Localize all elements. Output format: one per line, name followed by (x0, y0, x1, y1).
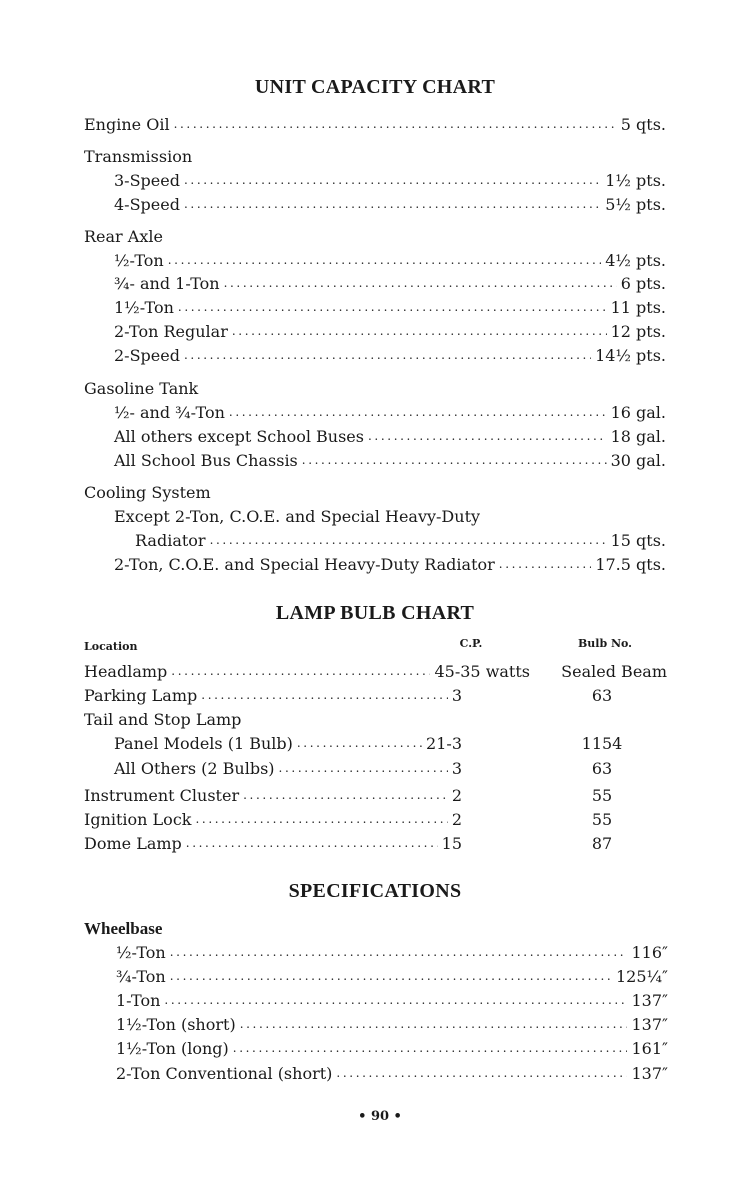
transmission-row (114, 194, 666, 216)
bulb-number: 63 (591, 686, 613, 705)
lamp-row (84, 785, 462, 807)
bulb-number: 87 (591, 834, 613, 853)
bulb-number: Sealed Beam (561, 662, 667, 681)
row-value: 45-35 watts (434, 662, 530, 681)
row-label: 2-Ton Regular (114, 322, 228, 341)
row-value: 6 pts. (620, 274, 666, 293)
tail-stop-heading: Tail and Stop Lamp (84, 710, 242, 729)
lamp-row (84, 809, 462, 831)
dot-leader (233, 1038, 628, 1060)
row-value: 11 pts. (610, 298, 666, 317)
row-label: All Others (2 Bulbs) (114, 759, 275, 778)
transmission-heading: Transmission (84, 147, 193, 166)
row-label: 2-Ton, C.O.E. and Special Heavy-Duty Radiator (114, 555, 495, 574)
row-label: All others except School Buses (114, 427, 364, 446)
row-value: 3 (451, 759, 462, 778)
dot-leader (224, 273, 617, 295)
col-header-location: Location (84, 640, 138, 653)
gasoline-tank-row (114, 450, 666, 472)
rear-axle-row (114, 345, 666, 367)
row-label: 1½-Ton (114, 298, 174, 317)
lamp-bulb-title: LAMP BULB CHART (275, 602, 475, 624)
row-value: 12 pts. (610, 322, 666, 341)
dot-leader (184, 194, 601, 216)
wheelbase-row (116, 990, 668, 1012)
dot-leader (186, 833, 438, 855)
row-label: Ignition Lock (84, 810, 192, 829)
row-value: 1½ pts. (605, 171, 666, 190)
row-value: 116″ (631, 943, 668, 962)
cooling-system-heading: Cooling System (84, 483, 211, 502)
row-label: ½-Ton (116, 943, 166, 962)
cooling-system-row (114, 554, 666, 576)
row-value: 21-3 (426, 734, 462, 753)
lamp-row (84, 833, 462, 855)
lamp-row (84, 685, 462, 707)
dot-leader (336, 1063, 627, 1085)
gasoline-tank-heading: Gasoline Tank (84, 379, 199, 398)
row-value: 15 qts. (610, 531, 666, 550)
row-label: 1-Ton (116, 991, 161, 1010)
gasoline-tank-row (114, 402, 666, 424)
bulb-number: 55 (591, 786, 613, 805)
row-label: Instrument Cluster (84, 786, 240, 805)
dot-leader (232, 321, 607, 343)
dot-leader (499, 554, 592, 576)
dot-leader (170, 942, 628, 964)
row-label: Headlamp (84, 662, 168, 681)
row-value: 4½ pts. (605, 251, 666, 270)
row-label: 4-Speed (114, 195, 180, 214)
unit-capacity-title: UNIT CAPACITY CHART (254, 76, 496, 98)
row-value: 2 (451, 810, 462, 829)
bulb-number: 55 (591, 810, 613, 829)
dot-leader (168, 250, 602, 272)
rear-axle-row (114, 250, 666, 272)
row-value: 125¼″ (615, 967, 668, 986)
row-value: 2 (451, 786, 462, 805)
wheelbase-row (116, 966, 668, 988)
row-value: 30 gal. (610, 451, 666, 470)
bulb-number: 63 (591, 759, 613, 778)
rear-axle-row (114, 321, 666, 343)
row-label: 2-Ton Conventional (short) (116, 1064, 333, 1083)
row-label: Radiator (135, 531, 206, 550)
dot-leader (174, 114, 617, 136)
dot-leader (229, 402, 607, 424)
lamp-row (114, 733, 462, 755)
engine-oil-row (84, 114, 666, 136)
dot-leader (279, 758, 448, 780)
dot-leader (302, 450, 607, 472)
gasoline-tank-row (114, 426, 666, 448)
row-value: 14½ pts. (595, 346, 666, 365)
row-label: Dome Lamp (84, 834, 182, 853)
cooling-system-row (135, 530, 666, 552)
row-label: 1½-Ton (short) (116, 1015, 236, 1034)
wheelbase-row (116, 1014, 668, 1036)
dot-leader (184, 345, 591, 367)
col-header-cp: C.P. (459, 637, 483, 650)
wheelbase-heading: Wheelbase (84, 919, 163, 938)
dot-leader (178, 297, 607, 319)
row-label: 2-Speed (114, 346, 180, 365)
row-value: 16 gal. (610, 403, 666, 422)
row-label: ¾- and 1-Ton (114, 274, 220, 293)
dot-leader (195, 809, 447, 831)
row-value: 17.5 qts. (595, 555, 666, 574)
dot-leader (171, 661, 430, 683)
row-label: ¾-Ton (116, 967, 166, 986)
row-label: Engine Oil (84, 115, 170, 134)
row-label: Panel Models (1 Bulb) (114, 734, 293, 753)
dot-leader (297, 733, 422, 755)
page-number: • 90 • (358, 1109, 402, 1124)
dot-leader (201, 685, 448, 707)
lamp-row-headlamp (84, 661, 530, 683)
dot-leader (170, 966, 612, 988)
dot-leader (368, 426, 607, 448)
rear-axle-heading: Rear Axle (84, 227, 163, 246)
row-value: 137″ (631, 991, 668, 1010)
row-label: 1½-Ton (long) (116, 1039, 229, 1058)
row-value: 18 gal. (610, 427, 666, 446)
cooling-system-line: Except 2-Ton, C.O.E. and Special Heavy-Duty (114, 507, 481, 526)
rear-axle-row (114, 273, 666, 295)
row-label: 3-Speed (114, 171, 180, 190)
row-value: 15 (441, 834, 462, 853)
row-label: ½-Ton (114, 251, 164, 270)
specifications-title: SPECIFICATIONS (288, 880, 462, 902)
transmission-row (114, 170, 666, 192)
bulb-number: 1154 (581, 734, 623, 753)
wheelbase-row (116, 942, 668, 964)
dot-leader (210, 530, 607, 552)
row-value: 5½ pts. (605, 195, 666, 214)
lamp-row (114, 758, 462, 780)
row-label: All School Bus Chassis (114, 451, 298, 470)
row-value: 161″ (631, 1039, 668, 1058)
dot-leader (184, 170, 601, 192)
dot-leader (240, 1014, 628, 1036)
col-header-bulb: Bulb No. (577, 637, 633, 650)
dot-leader (164, 990, 627, 1012)
row-label: ½- and ¾-Ton (114, 403, 225, 422)
rear-axle-row (114, 297, 666, 319)
row-value: 5 qts. (620, 115, 666, 134)
row-label: Parking Lamp (84, 686, 198, 705)
wheelbase-row (116, 1038, 668, 1060)
wheelbase-row (116, 1063, 668, 1085)
row-value: 3 (451, 686, 462, 705)
row-value: 137″ (631, 1015, 668, 1034)
row-value: 137″ (631, 1064, 668, 1083)
dot-leader (243, 785, 448, 807)
